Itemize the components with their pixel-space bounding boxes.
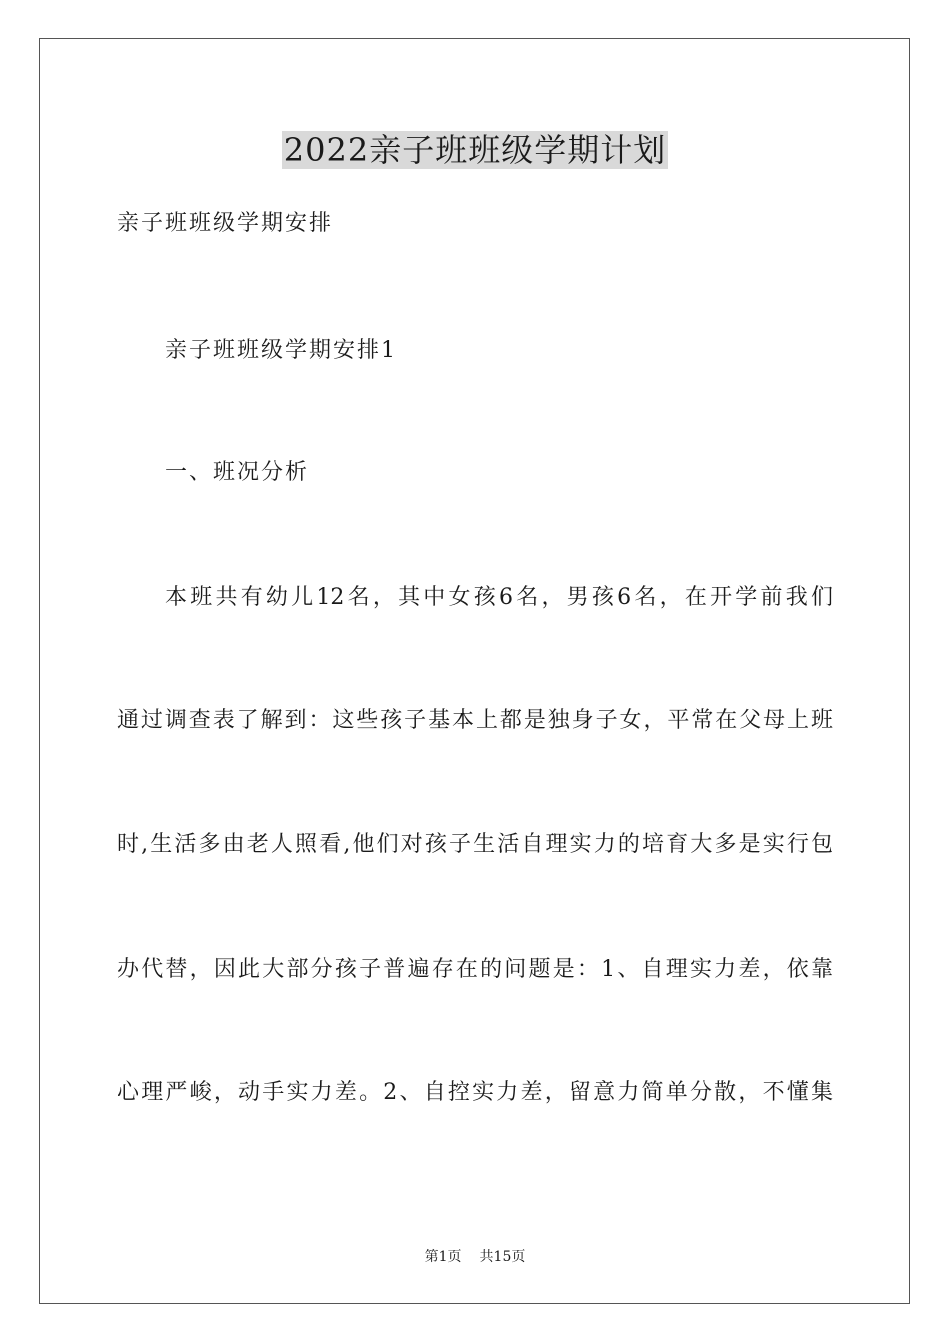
document-subtitle: 亲子班班级学期安排 — [117, 211, 334, 236]
page-number: 第1页 — [424, 1249, 462, 1265]
body-line: 心理严峻，动手实力差。2、自控实力差，留意力简单分散，不懂集 — [117, 1080, 833, 1105]
body-line: 通过调查表了解到：这些孩子基本上都是独身子女，平常在父母上班 — [117, 708, 833, 733]
body-line: 时,生活多由老人照看,他们对孩子生活自理实力的培育大多是实行包 — [117, 832, 833, 857]
part-heading: 一、班况分析 — [165, 460, 310, 485]
document-title — [0, 128, 950, 172]
body-line: 办代替，因此大部分孩子普遍存在的问题是：1、自理实力差，依靠 — [117, 957, 833, 982]
page-footer — [0, 1247, 950, 1267]
section-heading: 亲子班班级学期安排1 — [165, 338, 397, 363]
body-line: 本班共有幼儿12名，其中女孩6名，男孩6名，在开学前我们 — [165, 585, 833, 610]
document-title-text: 2022亲子班班级学期计划 — [283, 131, 667, 169]
page-total: 共15页 — [479, 1249, 526, 1265]
